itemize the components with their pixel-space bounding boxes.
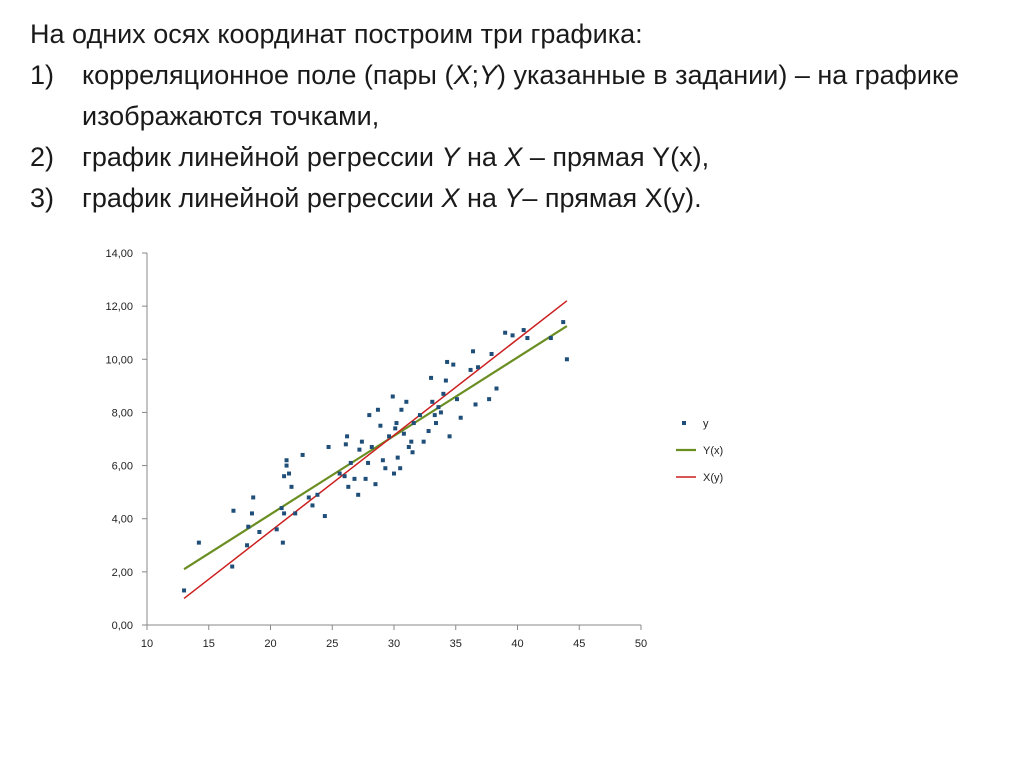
data-point <box>422 440 426 444</box>
data-point <box>251 495 255 499</box>
data-point <box>436 405 440 409</box>
regression-line-yx <box>184 326 567 569</box>
data-point <box>441 392 445 396</box>
data-point <box>487 397 491 401</box>
data-point <box>427 429 431 433</box>
data-point <box>394 421 398 425</box>
data-point <box>522 328 526 332</box>
data-point <box>257 530 261 534</box>
y-tick-label: 6,00 <box>111 460 133 473</box>
data-point <box>367 413 371 417</box>
slide-heading: На одних осях координат построим три графика: <box>30 19 643 49</box>
data-point <box>434 421 438 425</box>
data-point <box>287 472 291 476</box>
y-tick-label: 10,00 <box>105 354 133 367</box>
data-point <box>561 320 565 324</box>
list-item-number: 1) <box>30 60 55 90</box>
data-point <box>275 527 279 531</box>
data-point <box>376 408 380 412</box>
data-point <box>387 434 391 438</box>
data-point <box>230 565 234 569</box>
data-point <box>344 442 348 446</box>
y-tick-label: 0,00 <box>111 620 133 632</box>
data-point <box>525 336 529 340</box>
data-point <box>383 466 387 470</box>
data-point <box>396 456 400 460</box>
data-point <box>231 509 235 513</box>
data-point <box>285 458 289 462</box>
regression-line-xy <box>184 301 567 599</box>
data-point <box>393 426 397 430</box>
legend-label: X(y) <box>703 472 724 484</box>
data-point <box>511 333 515 337</box>
data-point <box>451 363 455 367</box>
legend-marker-y <box>682 421 686 425</box>
data-point <box>412 421 416 425</box>
data-point <box>327 445 331 449</box>
data-point <box>469 368 473 372</box>
x-tick-label: 25 <box>326 638 339 650</box>
data-point <box>280 506 284 510</box>
data-point <box>357 448 361 452</box>
x-tick-label: 45 <box>573 638 586 650</box>
data-point <box>307 495 311 499</box>
data-point <box>495 387 499 391</box>
data-point <box>360 440 364 444</box>
x-tick-label: 15 <box>202 638 215 650</box>
x-tick-label: 40 <box>511 638 524 650</box>
data-point <box>448 434 452 438</box>
data-point <box>289 485 293 489</box>
legend-label: y <box>703 418 709 430</box>
data-point <box>418 413 422 417</box>
data-point <box>433 413 437 417</box>
data-point <box>356 493 360 497</box>
data-point <box>490 352 494 356</box>
x-tick-label: 10 <box>140 638 154 650</box>
list-item-number: 2) <box>30 142 55 172</box>
data-point <box>182 588 186 592</box>
x-tick-label: 50 <box>634 638 648 650</box>
data-point <box>474 402 478 406</box>
data-point <box>245 543 249 547</box>
data-point <box>459 416 463 420</box>
data-point <box>392 472 396 476</box>
list-item-text: график линейной регрессии X на Y– прямая X(y). <box>82 183 702 213</box>
data-point <box>391 394 395 398</box>
y-tick-label: 4,00 <box>111 513 133 526</box>
data-point <box>398 466 402 470</box>
data-point <box>373 482 377 486</box>
data-point <box>345 434 349 438</box>
data-point <box>455 397 459 401</box>
y-tick-label: 14,00 <box>105 248 133 260</box>
x-tick-label: 20 <box>264 638 277 650</box>
data-point <box>197 541 201 545</box>
x-tick-label: 30 <box>387 638 401 650</box>
data-point <box>445 360 449 364</box>
data-point <box>476 365 480 369</box>
data-point <box>549 336 553 340</box>
data-point <box>503 331 507 335</box>
data-point <box>366 461 370 465</box>
data-point <box>282 511 286 515</box>
data-point <box>282 474 286 478</box>
data-point <box>349 461 353 465</box>
data-point <box>293 511 297 515</box>
data-point <box>315 493 319 497</box>
data-point <box>404 400 408 404</box>
data-point <box>381 458 385 462</box>
list-item-text: график линейной регрессии Y на X – прямая Y(x), <box>82 142 710 172</box>
data-point <box>409 440 413 444</box>
x-tick-label: 35 <box>449 638 462 650</box>
y-tick-label: 8,00 <box>111 407 133 420</box>
data-point <box>430 400 434 404</box>
data-point <box>250 511 254 515</box>
data-point <box>301 453 305 457</box>
data-point <box>338 472 342 476</box>
data-point <box>323 514 327 518</box>
data-point <box>281 541 285 545</box>
data-point <box>346 485 350 489</box>
data-point <box>310 503 314 507</box>
legend-label: Y(x) <box>703 445 724 457</box>
data-point <box>246 525 250 529</box>
data-point <box>411 450 415 454</box>
data-point <box>439 410 443 414</box>
data-point <box>343 474 347 478</box>
data-point <box>399 408 403 412</box>
data-point <box>407 445 411 449</box>
y-tick-label: 2,00 <box>111 566 133 579</box>
data-point <box>364 477 368 481</box>
data-point <box>378 424 382 428</box>
data-point <box>370 445 374 449</box>
list-item-text: корреляционное поле (пары (X;Y) указанные в задании) – на графике изображаются точками, <box>82 60 960 131</box>
data-point <box>565 357 569 361</box>
data-point <box>352 477 356 481</box>
y-tick-label: 12,00 <box>105 301 133 314</box>
data-point <box>402 432 406 436</box>
data-point <box>471 349 475 353</box>
list-item-number: 3) <box>30 183 55 213</box>
data-point <box>429 376 433 380</box>
data-point <box>285 464 289 468</box>
data-point <box>444 379 448 383</box>
